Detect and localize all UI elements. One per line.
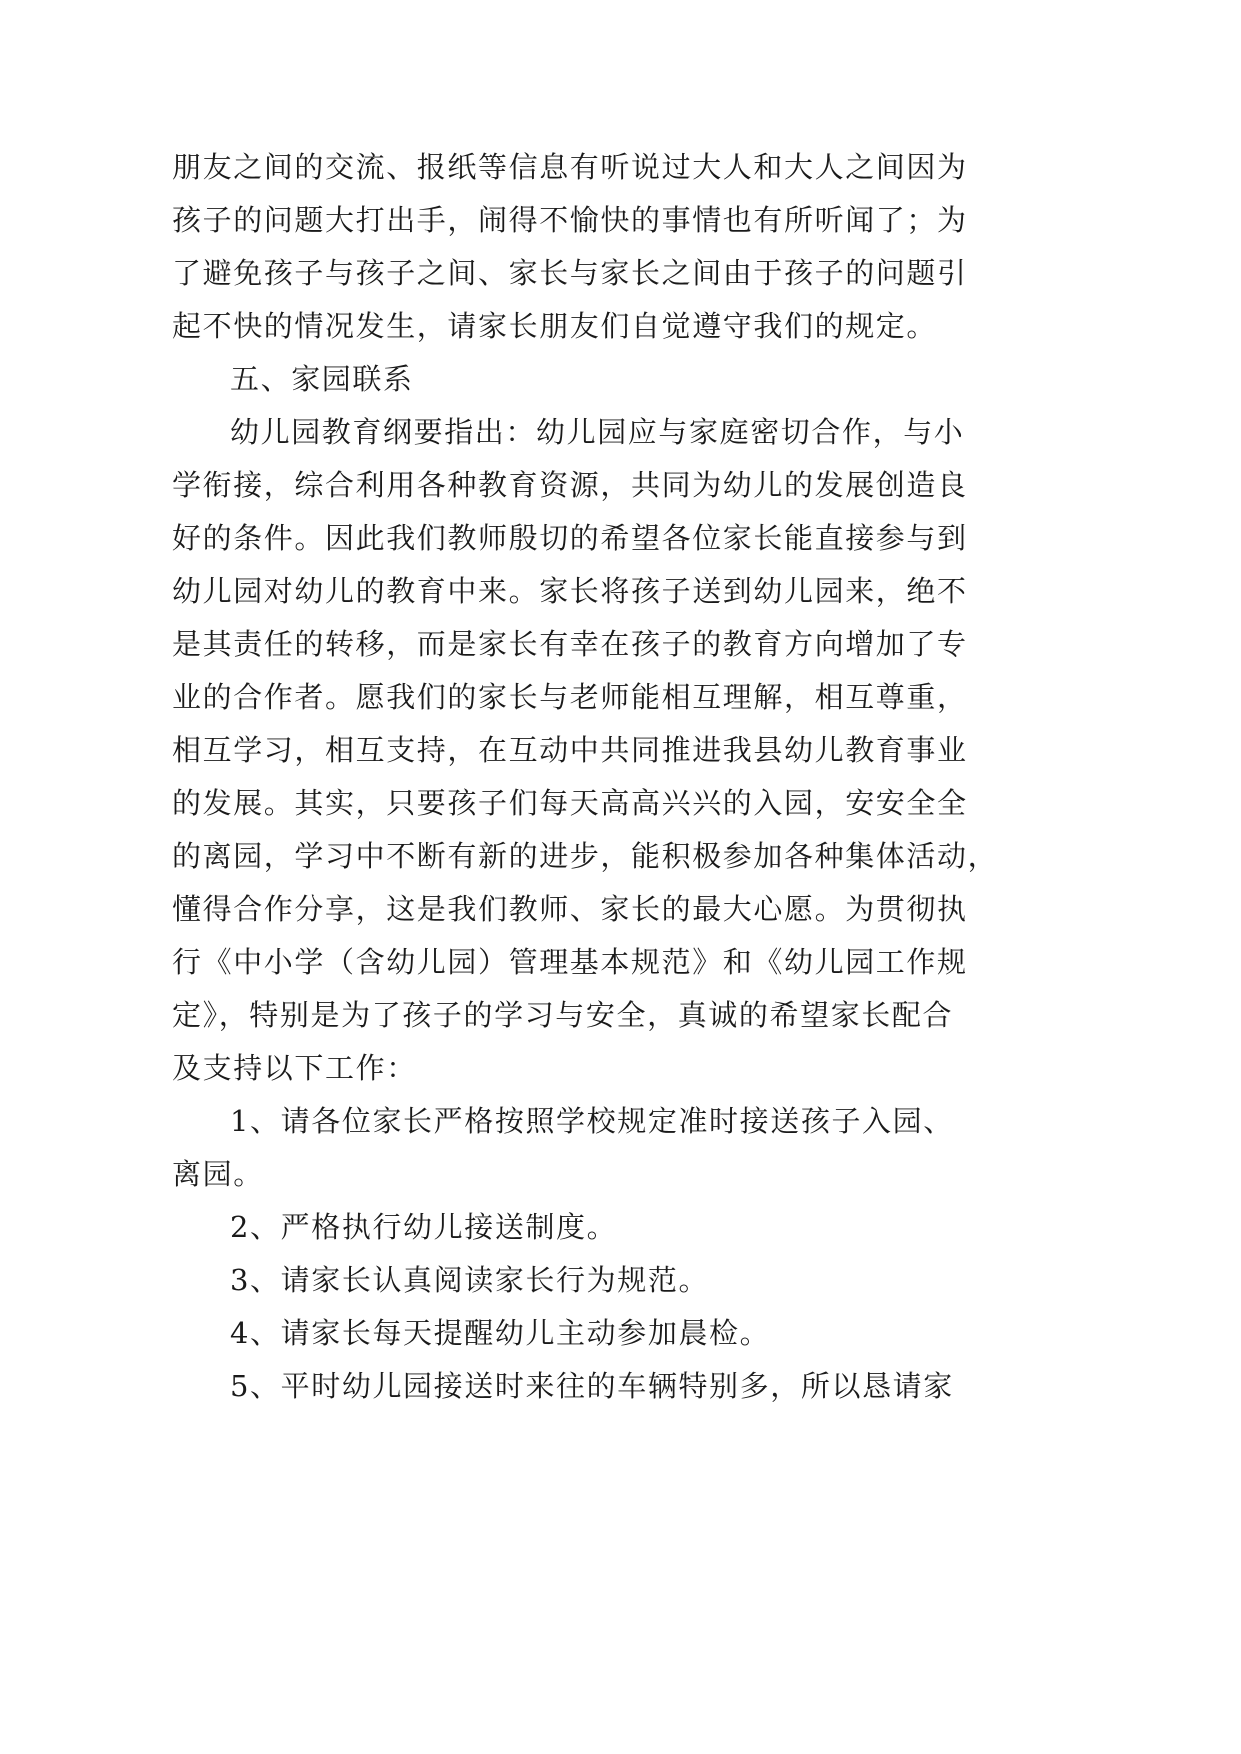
list-item: 1、请各位家长严格按照学校规定准时接送孩子入园、 — [230, 1104, 954, 1138]
text-line: 幼儿园教育纲要指出：幼儿园应与家庭密切合作，与小 — [230, 415, 965, 449]
section-heading: 五、家园联系 — [230, 362, 414, 396]
text-line: 懂得合作分享，这是我们教师、家长的最大心愿。为贯彻执 — [172, 892, 968, 926]
text-line: 起不快的情况发生，请家长朋友们自觉遵守我们的规定。 — [172, 309, 938, 343]
text-line: 业的合作者。愿我们的家长与老师能相互理解，相互尊重， — [172, 680, 968, 714]
text-line: 好的条件。因此我们教师殷切的希望各位家长能直接参与到 — [172, 521, 968, 555]
text-line: 的离园，学习中不断有新的进步，能积极参加各种集体活动， — [172, 839, 999, 873]
text-line: 相互学习，相互支持，在互动中共同推进我县幼儿教育事业 — [172, 733, 968, 767]
text-line: 朋友之间的交流、报纸等信息有听说过大人和大人之间因为 — [172, 150, 968, 184]
text-line: 孩子的问题大打出手，闹得不愉快的事情也有所听闻了；为 — [172, 203, 968, 237]
list-item: 5、平时幼儿园接送时来往的车辆特别多，所以恳请家 — [230, 1369, 954, 1403]
list-item-continuation: 离园。 — [172, 1157, 264, 1191]
text-line: 幼儿园对幼儿的教育中来。家长将孩子送到幼儿园来，绝不 — [172, 574, 968, 608]
text-line: 了避免孩子与孩子之间、家长与家长之间由于孩子的问题引 — [172, 256, 968, 290]
text-line: 是其责任的转移，而是家长有幸在孩子的教育方向增加了专 — [172, 627, 968, 661]
text-line: 定》，特别是为了孩子的学习与安全，真诚的希望家长配合 — [172, 998, 954, 1032]
document-body — [172, 141, 999, 1413]
list-item: 3、请家长认真阅读家长行为规范。 — [230, 1263, 710, 1297]
text-line: 的发展。其实，只要孩子们每天高高兴兴的入园，安安全全 — [172, 786, 968, 820]
list-item: 2、严格执行幼儿接送制度。 — [230, 1210, 618, 1244]
list-item: 4、请家长每天提醒幼儿主动参加晨检。 — [230, 1316, 771, 1350]
text-line: 行《中小学（含幼儿园）管理基本规范》和《幼儿园工作规 — [172, 945, 968, 979]
text-line: 学衔接，综合利用各种教育资源，共同为幼儿的发展创造良 — [172, 468, 968, 502]
text-line: 及支持以下工作： — [172, 1051, 417, 1085]
